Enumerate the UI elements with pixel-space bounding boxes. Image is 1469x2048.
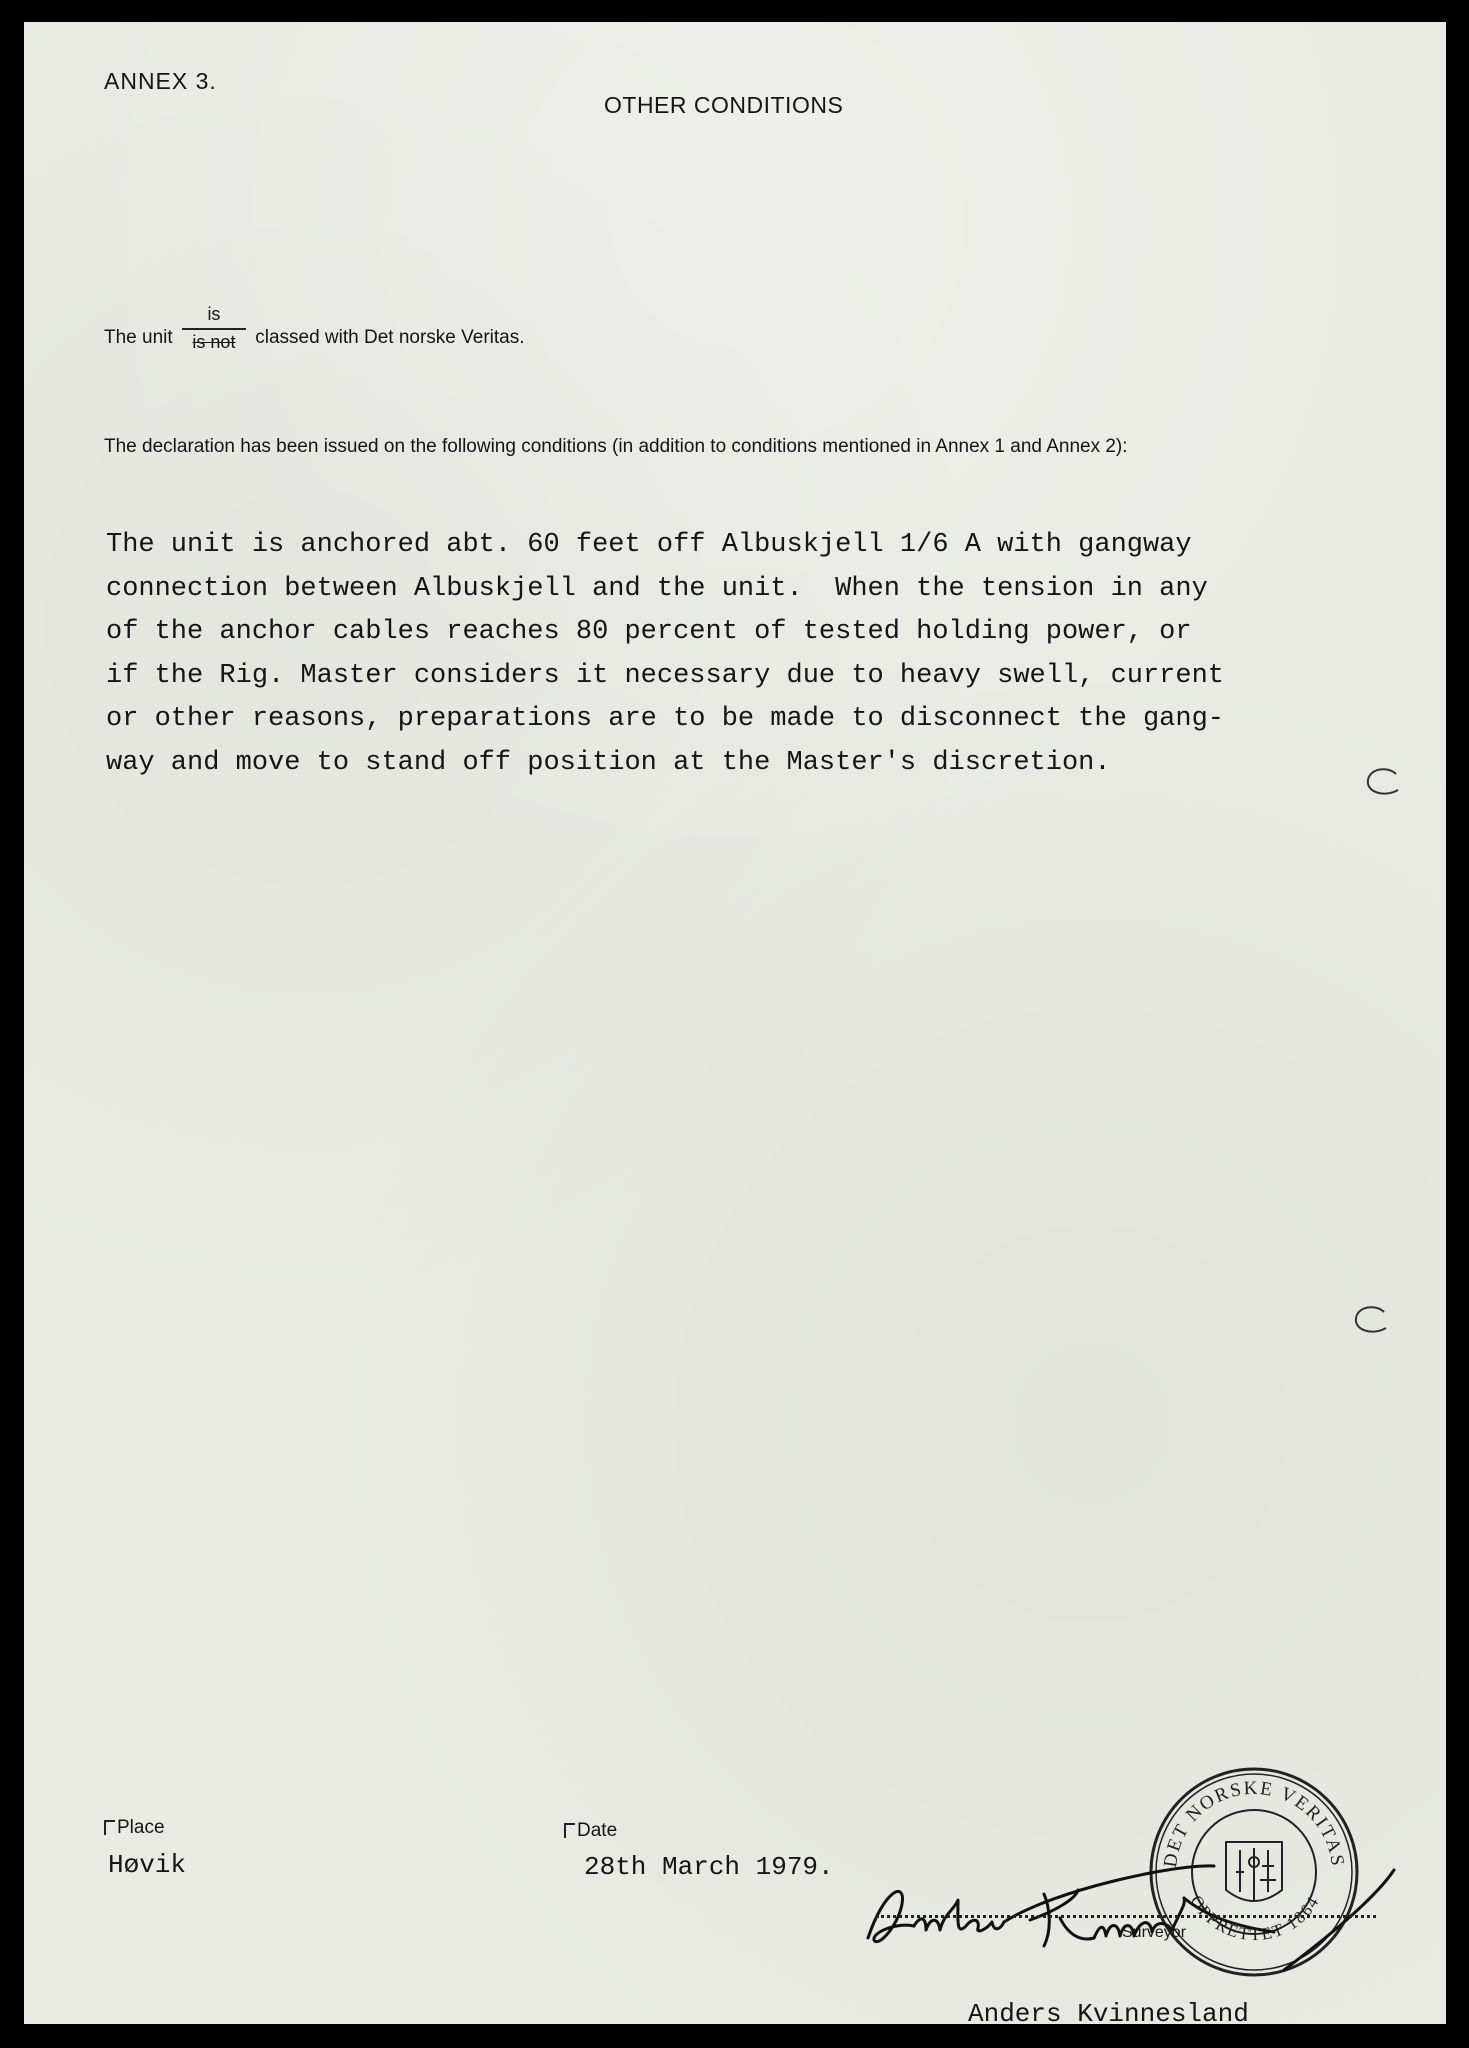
signature-line	[876, 1915, 1376, 1918]
classification-prefix: The unit	[104, 327, 173, 349]
document-page	[24, 22, 1446, 2029]
fraction-bar	[182, 328, 246, 330]
option-is-not-struck: is not	[192, 332, 236, 352]
svg-text:OPPRETTET 1864: OPPRETTET 1864	[1186, 1891, 1324, 1945]
corner-mark-icon	[564, 1823, 575, 1838]
svg-text:DET NORSKE VERITAS: DET NORSKE VERITAS	[1159, 1777, 1349, 1869]
annex-number: ANNEX 3.	[104, 68, 217, 94]
place-value: Høvik	[108, 1850, 187, 1880]
option-is: is	[207, 304, 221, 324]
date-field-label	[564, 1820, 617, 1842]
classification-choice	[182, 304, 246, 352]
date-value: 28th March 1979.	[584, 1852, 834, 1882]
signature-icon	[854, 1860, 1414, 1980]
place-field-label	[104, 1817, 165, 1839]
surveyor-name: Anders Kvinnesland	[968, 1999, 1249, 2029]
page-title: OTHER CONDITIONS	[604, 92, 844, 118]
classification-suffix: classed with Det norske Veritas.	[255, 327, 525, 349]
corner-mark-icon	[104, 1820, 115, 1835]
conditions-text: The unit is anchored abt. 60 feet off Albuskjell 1/6 A with gangway connection between Albuskjell and the unit. When the tension in any of the anchor cables reaches 80 percent of tested holding power, or if the Rig. Master considers it necessary due to heavy swell, current or other reasons, preparations are to be made to disconnect the gang- way and move to stand off position at the Master's discretion.	[106, 530, 1224, 778]
punch-hole-mark-icon	[1362, 764, 1406, 800]
declaration-intro: The declaration has been issued on the following conditions (in addition to conditions mentioned in Annex 1 and Annex 2):	[104, 436, 1128, 457]
date-label: Date	[577, 1820, 618, 1841]
punch-hole-mark-icon	[1350, 1302, 1394, 1338]
surveyor-label: Surveyor	[1122, 1924, 1187, 1941]
place-label: Place	[117, 1817, 165, 1838]
classification-line	[104, 304, 525, 352]
